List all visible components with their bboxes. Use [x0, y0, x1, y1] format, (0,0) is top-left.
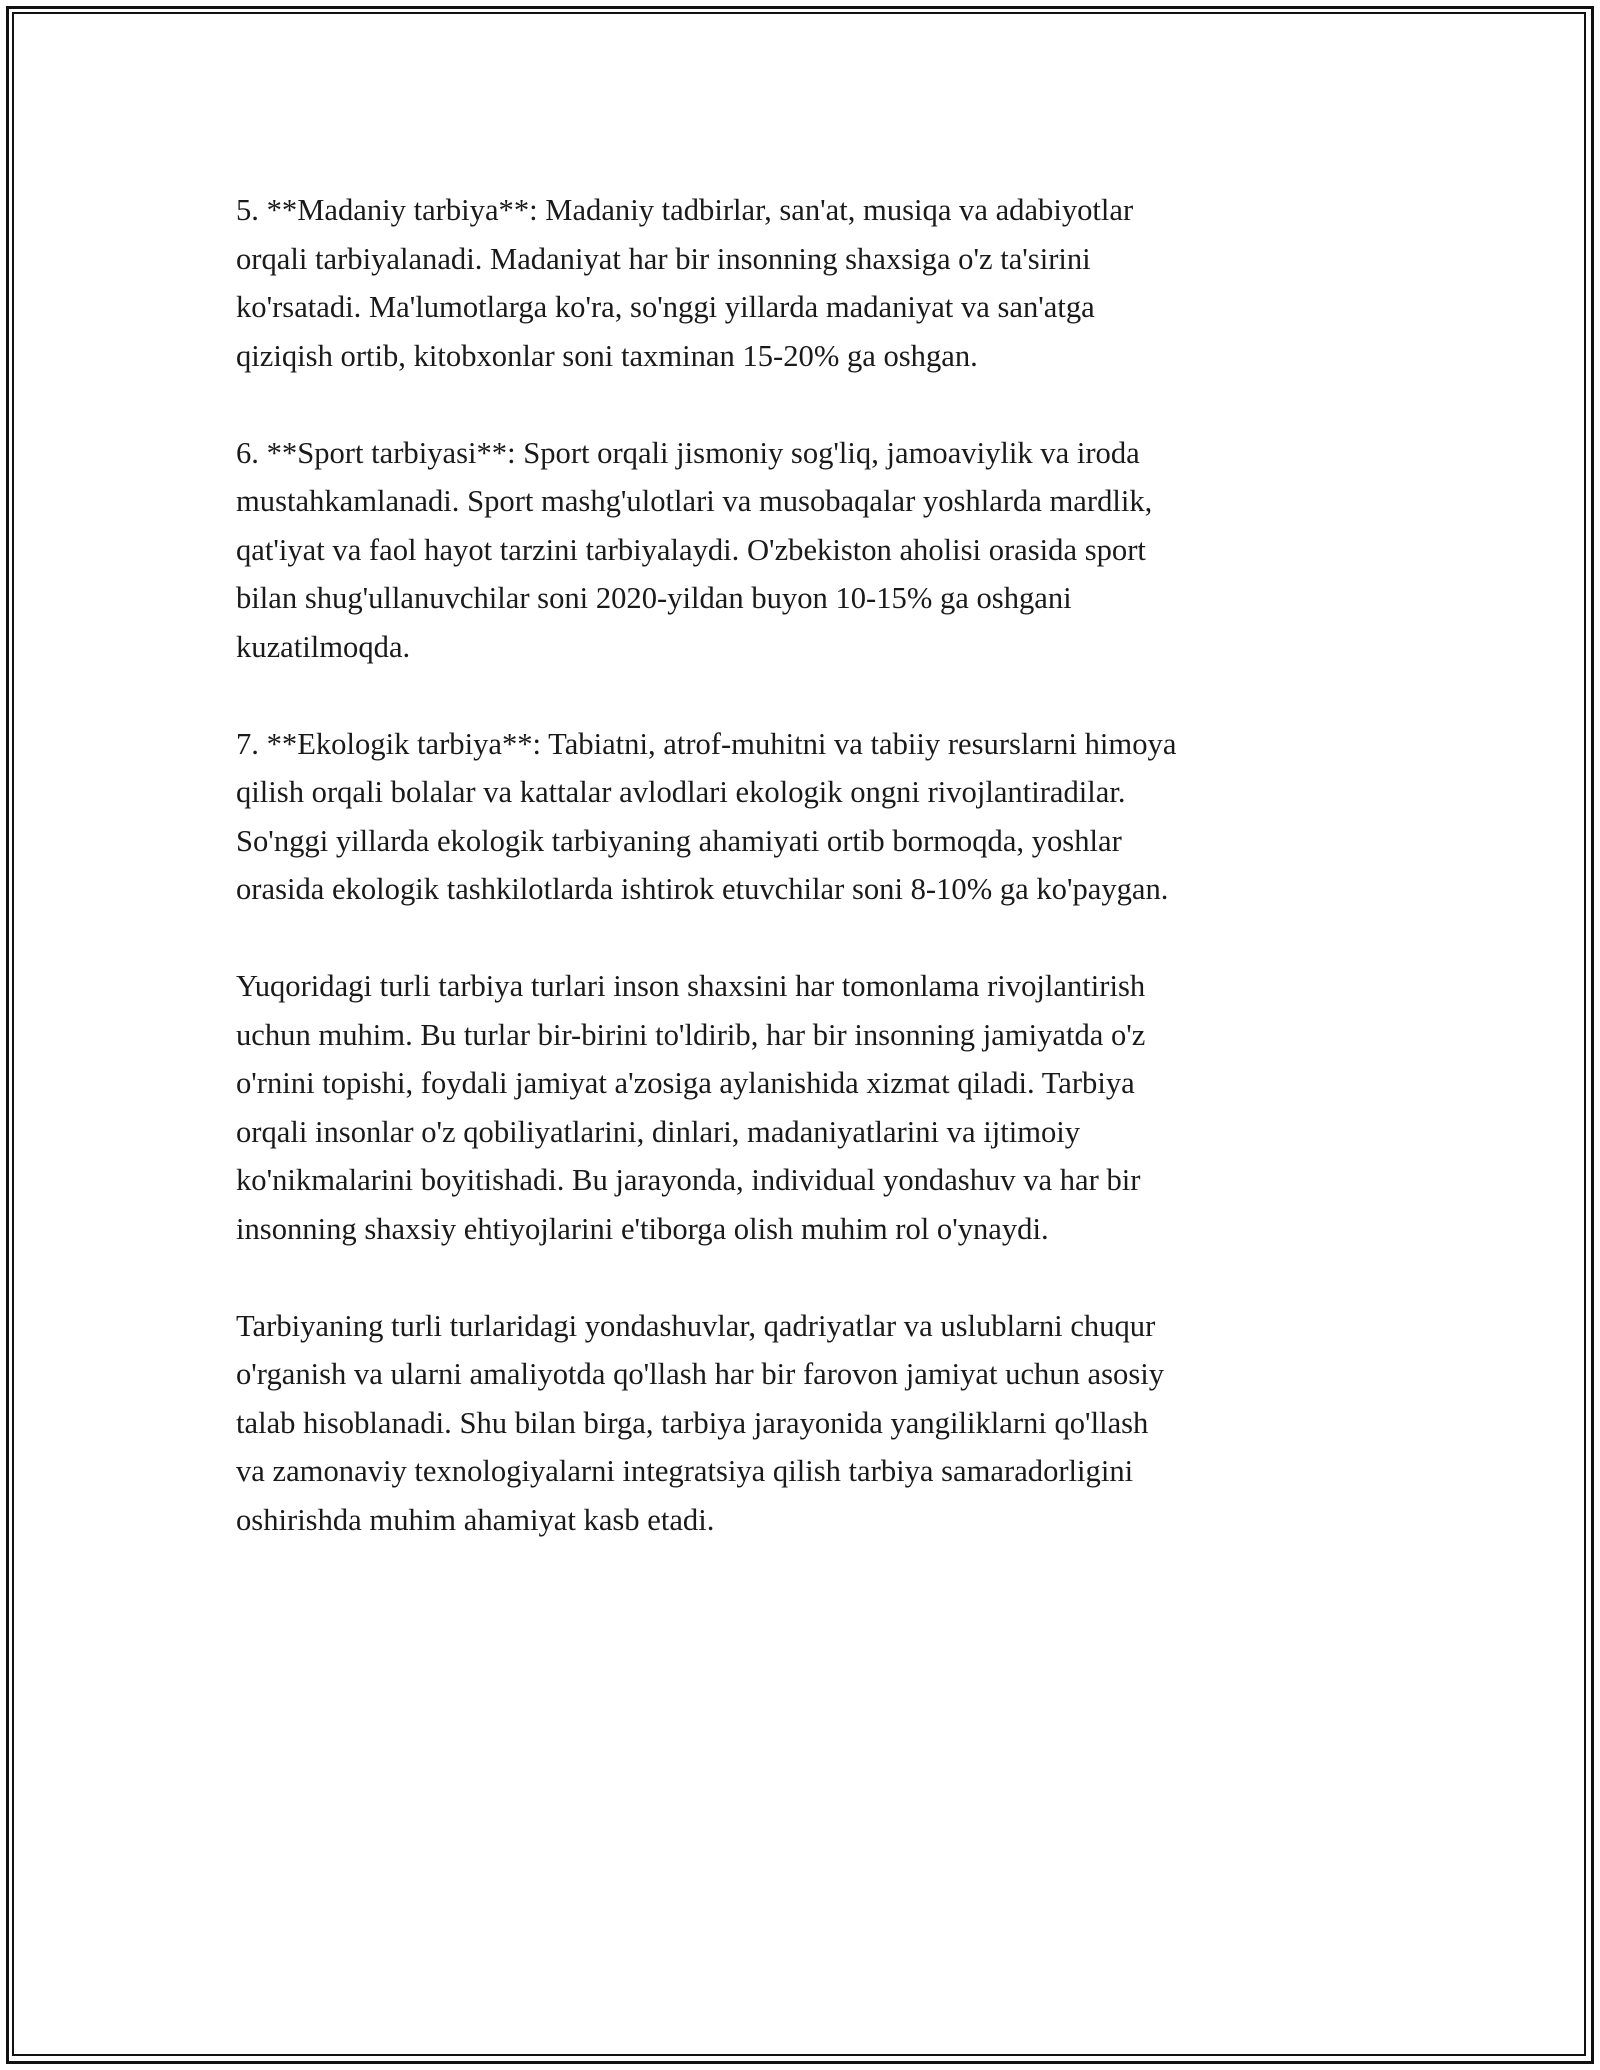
- paragraph-ekologik-tarbiya: 7. **Ekologik tarbiya**: Tabiatni, atrof-muhitni va tabiiy resurslarni himoya qilish orqali bolalar va kattalar avlodlari ekologik ongni rivojlantiradilar. So'nggi yillarda ekologik tarbiyaning ahamiyati ortib bormoqda, yoshlar orasida ekologik tashkilotlarda ishtirok etuvchilar soni 8-10% ga ko'paygan.: [236, 726, 1177, 906]
- paragraph-madaniy-tarbiya: 5. **Madaniy tarbiya**: Madaniy tadbirlar, san'at, musiqa va adabiyotlar orqali tarbiyalanadi. Madaniyat har bir insonning shaxsiga o'z ta'sirini ko'rsatadi. Ma'lumotlarga ko'ra, so'nggi yillarda madaniyat va san'atga qiziqish ortib, kitobxonlar soni taxminan 15-20% ga oshgan.: [236, 193, 1134, 373]
- paragraph-conclusion: Tarbiyaning turli turlaridagi yondashuvlar, qadriyatlar va uslublarni chuqur o'rganish va ularni amaliyotda qo'llash har bir farovon jamiyat uchun asosiy talab hisoblanadi. Shu bilan birga, tarbiya jarayonida yangiliklarni qo'llash va zamonaviy texnologiyalarni integratsiya qilish tarbiya samaradorligini oshirishda muhim ahamiyat kasb etadi.: [236, 1308, 1165, 1537]
- paragraph-sport-tarbiyasi: 6. **Sport tarbiyasi**: Sport orqali jismoniy sog'liq, jamoaviylik va iroda mustahkamlanadi. Sport mashg'ulotlari va musobaqalar yoshlarda mardlik, qat'iyat va faol hayot tarzini tarbiyalaydi. O'zbekiston aholisi orasida sport bilan shug'ullanuvchilar soni 2020-yildan buyon 10-15% ga oshgani kuzatilmoqda.: [236, 435, 1153, 664]
- paragraph-summary: Yuqoridagi turli tarbiya turlari inson shaxsini har tomonlama rivojlantirish uchun muhim. Bu turlar bir-birini to'ldirib, har bir insonning jamiyatda o'z o'rnini topishi, foydali jamiyat a'zosiga aylanishida xizmat qiladi. Tarbiya orqali insonlar o'z qobiliyatlarini, dinlari, madaniyatlarini va ijtimoiy ko'nikmalarini boyitishadi. Bu jarayonda, individual yondashuv va har bir insonning shaxsiy ehtiyojlarini e'tiborga olish muhim rol o'ynaydi.: [236, 969, 1146, 1246]
- document-body: [236, 186, 1386, 1593]
